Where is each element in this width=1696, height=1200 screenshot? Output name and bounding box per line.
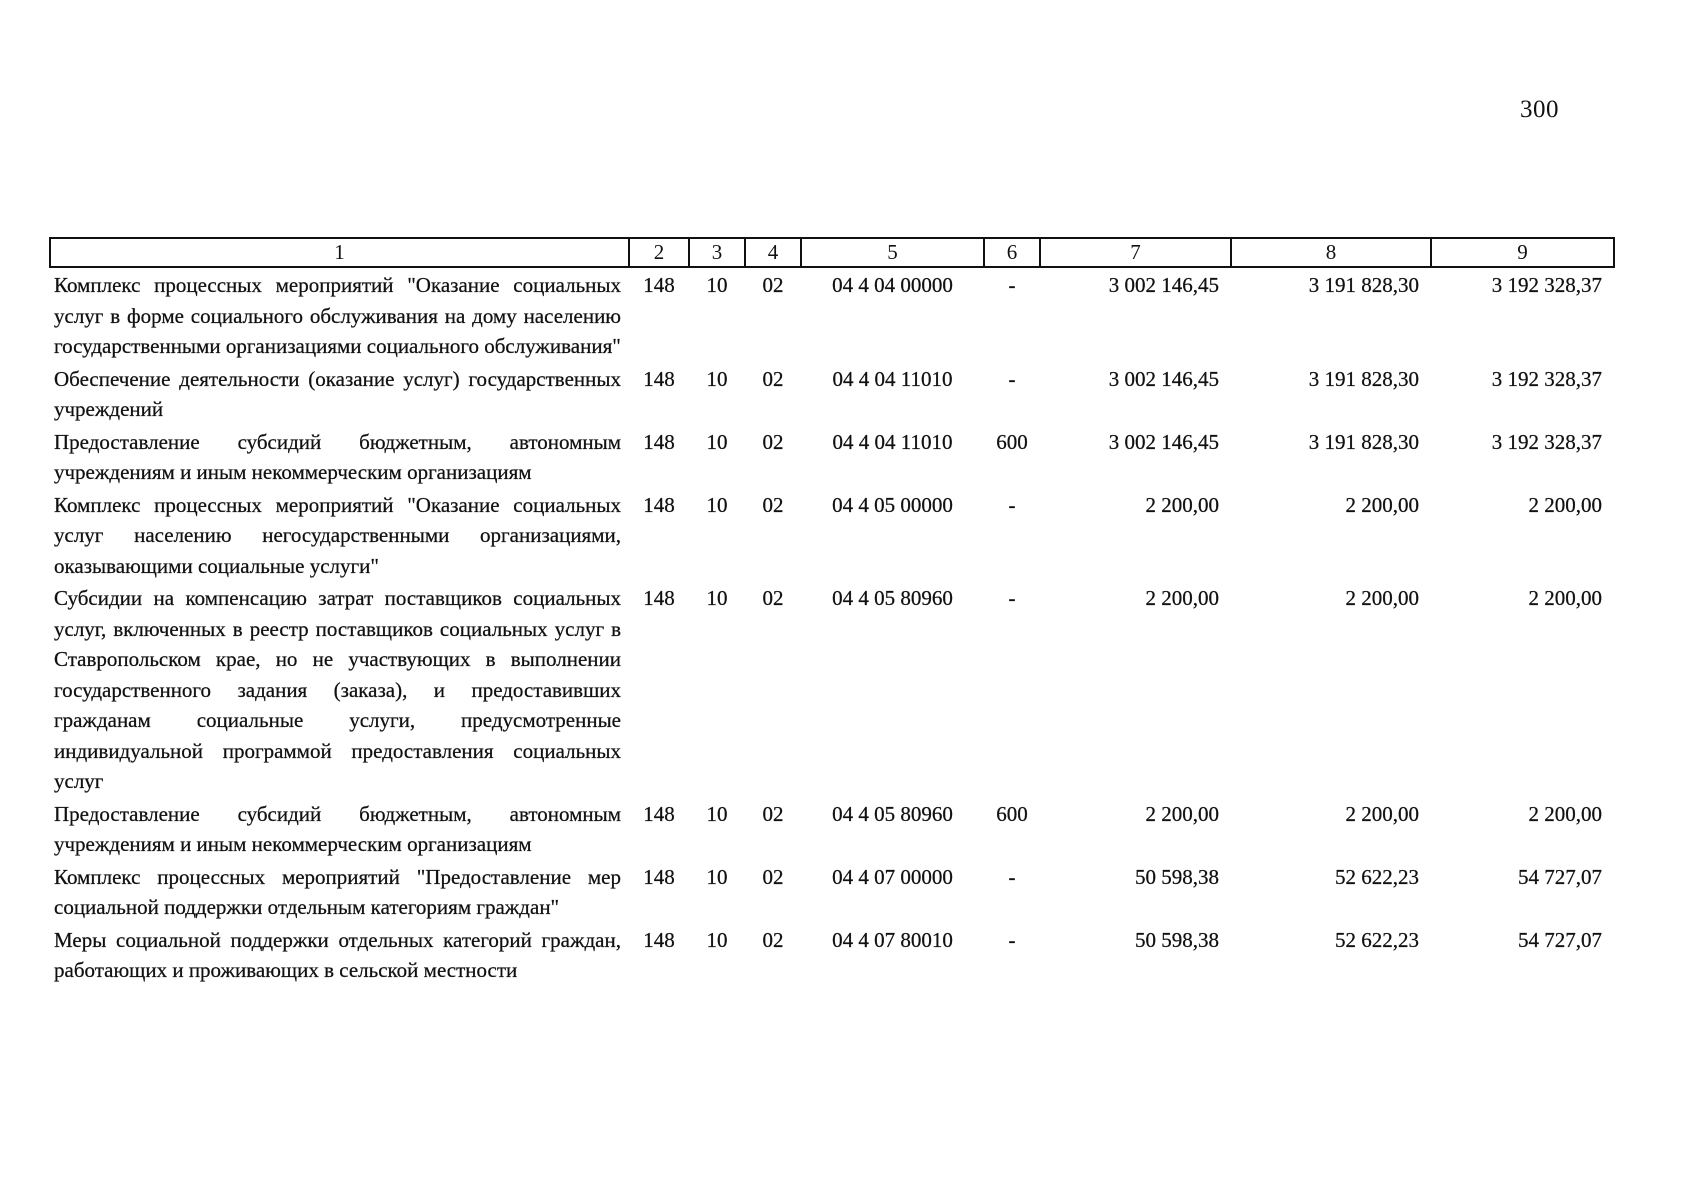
row-value-2: 2 200,00 [1345, 586, 1419, 610]
row-pr: 02 [762, 864, 784, 889]
row-vr: - [1008, 586, 1016, 610]
row-value-1: 50 598,38 [1135, 864, 1219, 889]
row-ved: 148 [643, 273, 675, 297]
row-ved: 148 [643, 366, 675, 391]
row-name: Комплекс процессных мероприятий "Оказание социальных услуг населению негосударственными организациями, оказывающими социальные услуги" [54, 492, 621, 578]
row-csr: 04 4 04 00000 [832, 273, 953, 297]
row-pr: 02 [762, 273, 784, 297]
row-value-1: 3 002 146,45 [1108, 429, 1219, 454]
row-value-3: 54 727,07 [1518, 864, 1602, 889]
row-pr: 02 [762, 586, 784, 610]
row-ved: 148 [643, 429, 675, 454]
row-name: Меры социальной поддержки отдельных категорий граждан, работающих и проживающих в сельской местности [54, 927, 621, 982]
row-pr: 02 [762, 927, 784, 952]
row-rz: 10 [706, 864, 728, 889]
row-value-1: 2 200,00 [1145, 492, 1219, 517]
row-value-1: 3 002 146,45 [1108, 273, 1219, 297]
row-value-2: 3 191 828,30 [1308, 366, 1419, 391]
row-name: Предоставление субсидий бюджетным, автономным учреждениям и иным некоммерческим организациям [54, 429, 621, 484]
row-pr: 02 [762, 801, 784, 826]
row-rz: 10 [706, 273, 728, 297]
row-value-3: 3 192 328,37 [1491, 366, 1602, 391]
row-value-2: 52 622,23 [1335, 927, 1419, 952]
header-row [50, 238, 1614, 267]
row-rz: 10 [706, 801, 728, 826]
table-row [50, 797, 1614, 860]
table-row [50, 425, 1614, 488]
row-value-3: 2 200,00 [1528, 586, 1602, 610]
row-rz: 10 [706, 366, 728, 391]
row-rz: 10 [706, 586, 728, 610]
row-value-3: 54 727,07 [1518, 927, 1602, 952]
row-csr: 04 4 04 11010 [832, 429, 953, 454]
header-cell-8: 8 [1231, 238, 1431, 267]
header-cell-9: 9 [1431, 238, 1614, 267]
header-cell-5: 5 [801, 238, 984, 267]
row-vr: - [1008, 492, 1016, 517]
row-csr: 04 4 05 80960 [832, 801, 953, 826]
row-csr: 04 4 05 80960 [832, 586, 953, 610]
row-vr: - [1008, 927, 1016, 952]
page-number: 300 [1520, 96, 1559, 123]
row-value-2: 2 200,00 [1345, 801, 1419, 826]
row-vr: - [1008, 864, 1016, 889]
row-rz: 10 [706, 429, 728, 454]
table-row [50, 362, 1614, 425]
row-rz: 10 [706, 492, 728, 517]
row-vr: - [1008, 366, 1016, 391]
row-value-3: 2 200,00 [1528, 801, 1602, 826]
row-value-3: 3 192 328,37 [1491, 273, 1602, 297]
row-vr: - [1008, 273, 1016, 297]
row-value-2: 2 200,00 [1345, 492, 1419, 517]
header-cell-3: 3 [689, 238, 745, 267]
row-ved: 148 [643, 927, 675, 952]
row-ved: 148 [643, 586, 675, 610]
row-vr: 600 [996, 429, 1028, 454]
row-csr: 04 4 07 80010 [832, 927, 953, 952]
row-value-3: 2 200,00 [1528, 492, 1602, 517]
row-pr: 02 [762, 492, 784, 517]
row-csr: 04 4 05 00000 [832, 492, 953, 517]
row-value-1: 50 598,38 [1135, 927, 1219, 952]
row-pr: 02 [762, 429, 784, 454]
row-ved: 148 [643, 492, 675, 517]
row-value-2: 3 191 828,30 [1308, 273, 1419, 297]
table-row [50, 488, 1614, 582]
row-value-1: 2 200,00 [1145, 586, 1219, 610]
header-cell-7: 7 [1040, 238, 1231, 267]
row-value-2: 52 622,23 [1335, 864, 1419, 889]
row-ved: 148 [643, 801, 675, 826]
table-row [50, 581, 1614, 797]
row-value-1: 3 002 146,45 [1108, 366, 1219, 391]
row-name: Обеспечение деятельности (оказание услуг) государственных учреждений [54, 366, 621, 421]
table-body [50, 267, 1614, 986]
row-name: Предоставление субсидий бюджетным, автономным учреждениям и иным некоммерческим организациям [54, 801, 621, 856]
row-value-3: 3 192 328,37 [1491, 429, 1602, 454]
row-name: Комплекс процессных мероприятий "Оказание социальных услуг в форме социального обслуживания на дому населению государственными организациями социального обслуживания" [54, 273, 621, 358]
table-row [50, 923, 1614, 986]
table-header [50, 238, 1614, 267]
header-cell-6: 6 [984, 238, 1040, 267]
header-cell-1: 1 [50, 238, 629, 267]
row-csr: 04 4 04 11010 [832, 366, 953, 391]
header-cell-4: 4 [745, 238, 801, 267]
row-value-2: 3 191 828,30 [1308, 429, 1419, 454]
budget-table [49, 237, 1615, 986]
row-name: Субсидии на компенсацию затрат поставщиков социальных услуг, включенных в реестр поставщиков социальных услуг в Ставропольском крае, но не участвующих в выполнении государственного задания (заказа), и предоставивших гражданам социальные услуги, предусмотренные индивидуальной программой предоставления социальных услуг [54, 586, 621, 793]
table-row [50, 860, 1614, 923]
row-rz: 10 [706, 927, 728, 952]
header-cell-2: 2 [629, 238, 689, 267]
row-ved: 148 [643, 864, 675, 889]
row-pr: 02 [762, 366, 784, 391]
row-value-1: 2 200,00 [1145, 801, 1219, 826]
table-row [50, 267, 1614, 362]
row-csr: 04 4 07 00000 [832, 864, 953, 889]
row-vr: 600 [996, 801, 1028, 826]
row-name: Комплекс процессных мероприятий "Предоставление мер социальной поддержки отдельным категориям граждан" [54, 864, 621, 919]
